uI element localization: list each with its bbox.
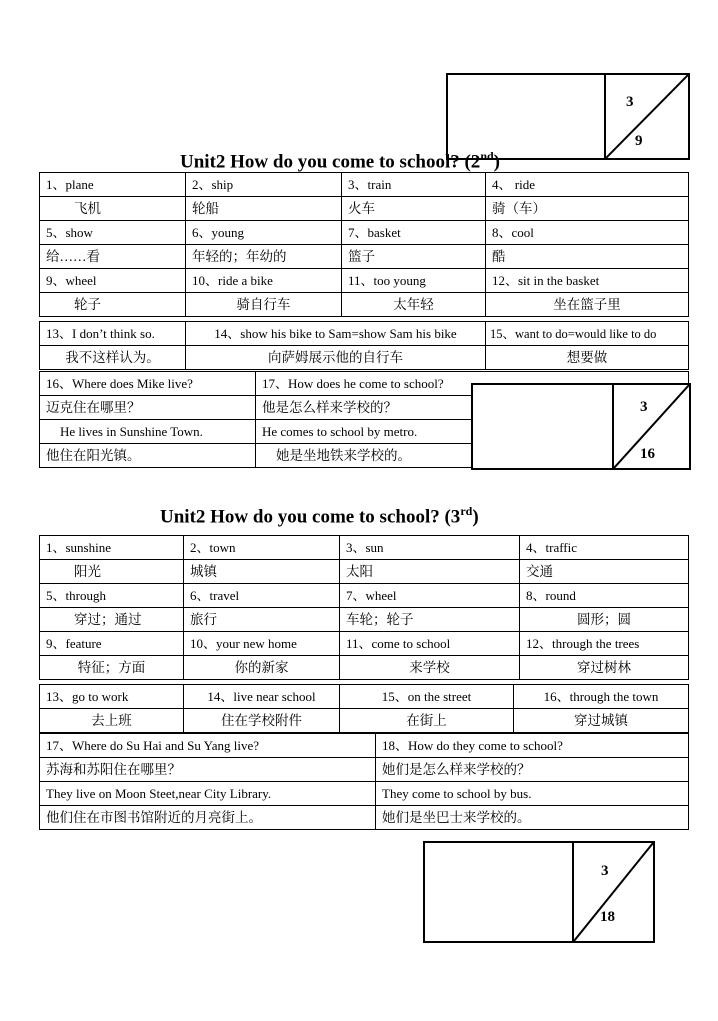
cell: 4、 ride: [486, 173, 689, 197]
cell: 14、show his bike to Sam=show Sam his bike: [186, 322, 486, 346]
cell: 2、ship: [186, 173, 342, 197]
cell: 5、show: [40, 221, 186, 245]
score-bottom: 16: [640, 446, 655, 462]
cell: 骑（车）: [486, 197, 689, 221]
cell: He lives in Sunshine Town.: [40, 420, 256, 444]
cell: They live on Moon Steet,near City Library.: [40, 782, 376, 806]
cell: 太阳: [340, 560, 520, 584]
cell: 16、through the town: [514, 685, 689, 709]
score-box: [423, 841, 655, 943]
cell: 她是坐地铁来学校的。: [256, 444, 689, 468]
score-bottom: 9: [635, 133, 643, 149]
cell: 13、go to work: [40, 685, 184, 709]
score-box: [446, 73, 690, 160]
cell: 圆形；圆: [520, 608, 689, 632]
cell: 特征；方面: [40, 656, 184, 680]
section2-qa-table: [39, 733, 689, 830]
cell: 飞机: [40, 197, 186, 221]
cell: 太年轻: [342, 293, 486, 317]
cell: 来学校: [340, 656, 520, 680]
cell: 迈克住在哪里？: [40, 396, 256, 420]
cell: 17、How does he come to school?: [256, 372, 689, 396]
cell: 交通: [520, 560, 689, 584]
cell: 她们是怎么样来学校的？: [376, 758, 689, 782]
cell: 10、ride a bike: [186, 269, 342, 293]
cell: 11、come to school: [340, 632, 520, 656]
section1-phrase-table: [39, 321, 689, 370]
cell: 穿过；通过: [40, 608, 184, 632]
cell: 6、travel: [184, 584, 340, 608]
cell: 她们是坐巴士来学校的。: [376, 806, 689, 830]
cell: 9、feature: [40, 632, 184, 656]
cell: 5、through: [40, 584, 184, 608]
cell: 13、I don’t think so.: [40, 322, 186, 346]
cell: 15、on the street: [340, 685, 514, 709]
cell: 他住在阳光镇。: [40, 444, 256, 468]
cell: 去上班: [40, 709, 184, 733]
cell: 14、live near school: [184, 685, 340, 709]
cell: 想要做: [486, 346, 689, 370]
score-top: 3: [640, 399, 648, 415]
cell: 年轻的；年幼的: [186, 245, 342, 269]
cell: 他是怎么样来学校的？: [256, 396, 689, 420]
cell: 8、round: [520, 584, 689, 608]
cell: 阳光: [40, 560, 184, 584]
score-top: 3: [626, 94, 634, 110]
cell: 城镇: [184, 560, 340, 584]
cell: 3、train: [342, 173, 486, 197]
cell: 穿过树林: [520, 656, 689, 680]
cell: 篮子: [342, 245, 486, 269]
score-top: 3: [601, 863, 609, 879]
cell: 7、basket: [342, 221, 486, 245]
cell: 16、Where does Mike live?: [40, 372, 256, 396]
cell: 骑自行车: [186, 293, 342, 317]
cell: 住在学校附件: [184, 709, 340, 733]
cell: 我不这样认为。: [40, 346, 186, 370]
cell: 火车: [342, 197, 486, 221]
section1-vocab-table: [39, 172, 689, 317]
cell: 3、sun: [340, 536, 520, 560]
cell: 9、wheel: [40, 269, 186, 293]
section2-vocab-table: [39, 535, 689, 680]
cell: 向萨姆展示他的自行车: [186, 346, 486, 370]
cell: He comes to school by metro.: [256, 420, 689, 444]
section1-title: Unit2 How do you come to school? (2nd): [180, 149, 500, 173]
cell: 旅行: [184, 608, 340, 632]
cell: 15、want to do=would like to do: [486, 322, 689, 346]
cell: 7、wheel: [340, 584, 520, 608]
cell: 2、town: [184, 536, 340, 560]
score-bottom: 18: [600, 909, 615, 925]
cell: 4、traffic: [520, 536, 689, 560]
cell: 酷: [486, 245, 689, 269]
score-slash: [574, 843, 653, 941]
cell: 17、Where do Su Hai and Su Yang live?: [40, 734, 376, 758]
cell: 1、sunshine: [40, 536, 184, 560]
section2-title: Unit2 How do you come to school? (3rd): [160, 504, 479, 528]
cell: They come to school by bus.: [376, 782, 689, 806]
cell: 10、your new home: [184, 632, 340, 656]
score-box: [471, 383, 691, 470]
cell: 苏海和苏阳住在哪里？: [40, 758, 376, 782]
cell: 他们住在市图书馆附近的月亮街上。: [40, 806, 376, 830]
cell: 车轮；轮子: [340, 608, 520, 632]
cell: 在街上: [340, 709, 514, 733]
cell: 轮子: [40, 293, 186, 317]
cell: 6、young: [186, 221, 342, 245]
cell: 你的新家: [184, 656, 340, 680]
cell: 1、plane: [40, 173, 186, 197]
section2-phrase-table: [39, 684, 689, 733]
cell: 给……看: [40, 245, 186, 269]
cell: 12、sit in the basket: [486, 269, 689, 293]
cell: 18、How do they come to school?: [376, 734, 689, 758]
cell: 8、cool: [486, 221, 689, 245]
cell: 11、too young: [342, 269, 486, 293]
cell: 穿过城镇: [514, 709, 689, 733]
score-slash: [606, 75, 688, 158]
cell: 坐在篮子里: [486, 293, 689, 317]
cell: 12、through the trees: [520, 632, 689, 656]
cell: 轮船: [186, 197, 342, 221]
